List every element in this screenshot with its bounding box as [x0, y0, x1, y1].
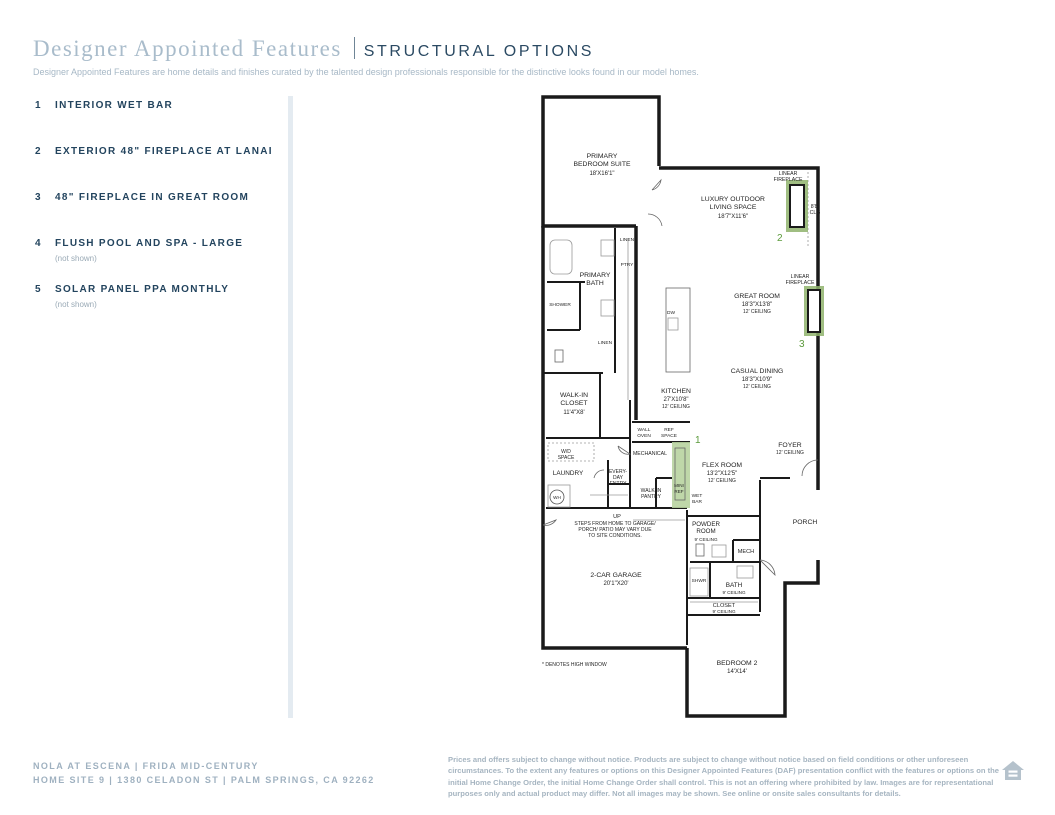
outdoor-dims: 18'7"X11'6": [717, 214, 749, 220]
walk-in-closet-dims: 11'4"X8': [563, 410, 585, 416]
linen-label-2: LINEN: [597, 341, 613, 346]
great-room-dims: 18'3"X13'8": [741, 302, 773, 308]
up-label: UP: [613, 514, 621, 520]
everyday-entry-label: EVERY-DAY ENTRY: [608, 469, 628, 487]
kitchen-dims: 27'X10'8": [663, 397, 689, 403]
features-list: [35, 100, 280, 330]
feature-item: [35, 100, 280, 146]
bedroom2-dims: 14'X14': [727, 669, 747, 675]
garage-dims: 20'1"X20': [603, 581, 629, 587]
wet-bar-label: WET BAR: [691, 494, 703, 505]
flex-room-ceiling: 12' CEILING: [708, 478, 736, 484]
feature-number: 2: [35, 146, 42, 157]
community-line: NOLA AT ESCENA | FRIDA MID-CENTURY: [33, 761, 259, 771]
closet-name: CLOSET: [712, 603, 736, 609]
flex-room-dims: 13'2"X12'5": [706, 471, 738, 477]
feature-item: [35, 238, 280, 284]
feature-label: 48" FIREPLACE IN GREAT ROOM: [55, 192, 250, 203]
feature-label: INTERIOR WET BAR: [55, 100, 174, 111]
primary-bedroom-name: PRIMARY BEDROOM SUITE: [573, 153, 631, 168]
great-room-name: GREAT ROOM: [734, 293, 780, 300]
porch-label: PORCH: [792, 519, 818, 526]
primary-bath-name: PRIMARY BATH: [579, 272, 611, 287]
feature-item: [35, 192, 280, 238]
sink-icon: [668, 318, 678, 330]
closet-ceiling: 9' CEILING: [712, 609, 736, 614]
linear-fireplace-label: LINEAR FIREPLACE: [773, 171, 803, 183]
walk-in-closet-name: WALK-IN CLOSET: [559, 392, 589, 407]
callout-3: 3: [799, 339, 805, 350]
room-labels: [542, 153, 820, 675]
feature-number: 1: [35, 100, 42, 111]
feature-label: FLUSH POOL AND SPA - LARGE: [55, 238, 244, 249]
casual-dining-dims: 18'3"X10'9": [741, 377, 773, 383]
ref-space-label: REF SPACE: [661, 428, 677, 439]
footer-address-block: [33, 759, 375, 787]
disclaimer: Prices and offers subject to change without notice. Products are subject to change without notice based on field conditions or other unforeseen circumstances. To the extent any features or options on this Designer Appointed Features (DAF) presentation conflict with the features or options on the initial Home Change Order, the initial Home Change Order shall control. This is not an offering where prohibited by law. Images are for representational purposes only and actual product may differ. Not all images may be shown. See online or onsite sales consultants for details.: [448, 755, 1000, 798]
mech-label: MECH: [737, 549, 755, 555]
feature-label: SOLAR PANEL PPA MONTHLY: [55, 284, 230, 295]
bath-name: BATH: [725, 582, 743, 589]
fireplace-lanai: [790, 185, 804, 227]
bath-ceiling: 9' CEILING: [722, 590, 746, 595]
page-title: [33, 36, 594, 62]
powder-room-ceiling: 9' CEILING: [694, 537, 718, 542]
high-window-note: * DENOTES HIGH WINDOW: [542, 662, 607, 668]
feature-number: 5: [35, 284, 42, 295]
title-divider: [354, 37, 355, 59]
toilet-icon: [555, 350, 563, 362]
casual-dining-ceiling: 12' CEILING: [743, 384, 771, 390]
feature-number: 4: [35, 238, 42, 249]
mini-ref-label: MINI REF: [674, 483, 684, 494]
address-line: HOME SITE 9 | 1380 CELADON ST | PALM SPRINGS, CA 92262: [33, 775, 375, 785]
ptry-label: PTRY: [620, 263, 634, 268]
flex-room-name: FLEX ROOM: [701, 462, 743, 469]
bathtub-icon: [550, 240, 572, 274]
kitchen-ceiling: 12' CEILING: [662, 404, 690, 410]
dw-label: DW: [667, 311, 675, 316]
title-main: Designer Appointed Features: [33, 36, 342, 61]
feature-label: EXTERIOR 48" FIREPLACE AT LANAI: [55, 146, 273, 157]
walk-in-pantry-label: WALK-IN PANTRY: [640, 488, 662, 500]
toilet-icon: [696, 544, 704, 556]
kitchen-name: KITCHEN: [661, 388, 691, 395]
callouts: [695, 233, 805, 446]
garage-name: 2-CAR GARAGE: [590, 572, 642, 579]
laundry-label: LAUNDRY: [552, 470, 584, 477]
feature-item: [35, 146, 280, 192]
equal-housing-opportunity-icon: [1000, 758, 1026, 784]
primary-bedroom-dims: 18'X16'1": [589, 171, 615, 177]
callout-2: 2: [777, 233, 783, 244]
feature-note: (not shown): [55, 254, 97, 263]
floor-plan: [526, 92, 836, 724]
section-title: STRUCTURAL OPTIONS: [363, 43, 595, 60]
wh-label: WH: [553, 495, 561, 500]
door-swing-icon: [652, 180, 661, 190]
callout-1: 1: [695, 435, 701, 446]
garage-note: STEPS FROM HOME TO GARAGE/ PORCH/ PATIO MAY VARY DUE TO SITE CONDITIONS.: [574, 521, 656, 539]
bedroom2-name: BEDROOM 2: [716, 660, 758, 667]
feature-number: 3: [35, 192, 42, 203]
feature-note: (not shown): [55, 300, 97, 309]
great-room-ceiling: 12' CEILING: [743, 309, 771, 315]
linear-fireplace-label-2: LINEAR FIREPLACE: [785, 274, 815, 286]
ceiling-label: 8'8" CLG: [809, 204, 821, 216]
wd-space-label: W/D SPACE: [557, 449, 575, 461]
page-subtitle: Designer Appointed Features are home details and finishes curated by the talented design professionals responsible for the distinctive looks found in our model homes.: [33, 67, 699, 77]
vertical-divider: [288, 96, 293, 718]
shwr-label: SHWR: [691, 579, 707, 584]
wall-oven-label: WALL OVEN: [637, 428, 651, 439]
casual-dining-name: CASUAL DINING: [730, 368, 784, 375]
foyer-ceiling: 12' CEILING: [776, 450, 804, 456]
fireplace-great-room: [808, 290, 820, 332]
outdoor-name: LUXURY OUTDOOR LIVING SPACE: [701, 196, 765, 211]
shower-label: SHOWER: [549, 303, 571, 308]
feature-item: [35, 284, 280, 330]
powder-room-name: POWDER ROOM: [692, 521, 720, 535]
foyer-name: FOYER: [778, 442, 802, 449]
linen-label: LINEN: [619, 238, 635, 243]
mechanical-label: MECHANICAL: [632, 451, 668, 457]
